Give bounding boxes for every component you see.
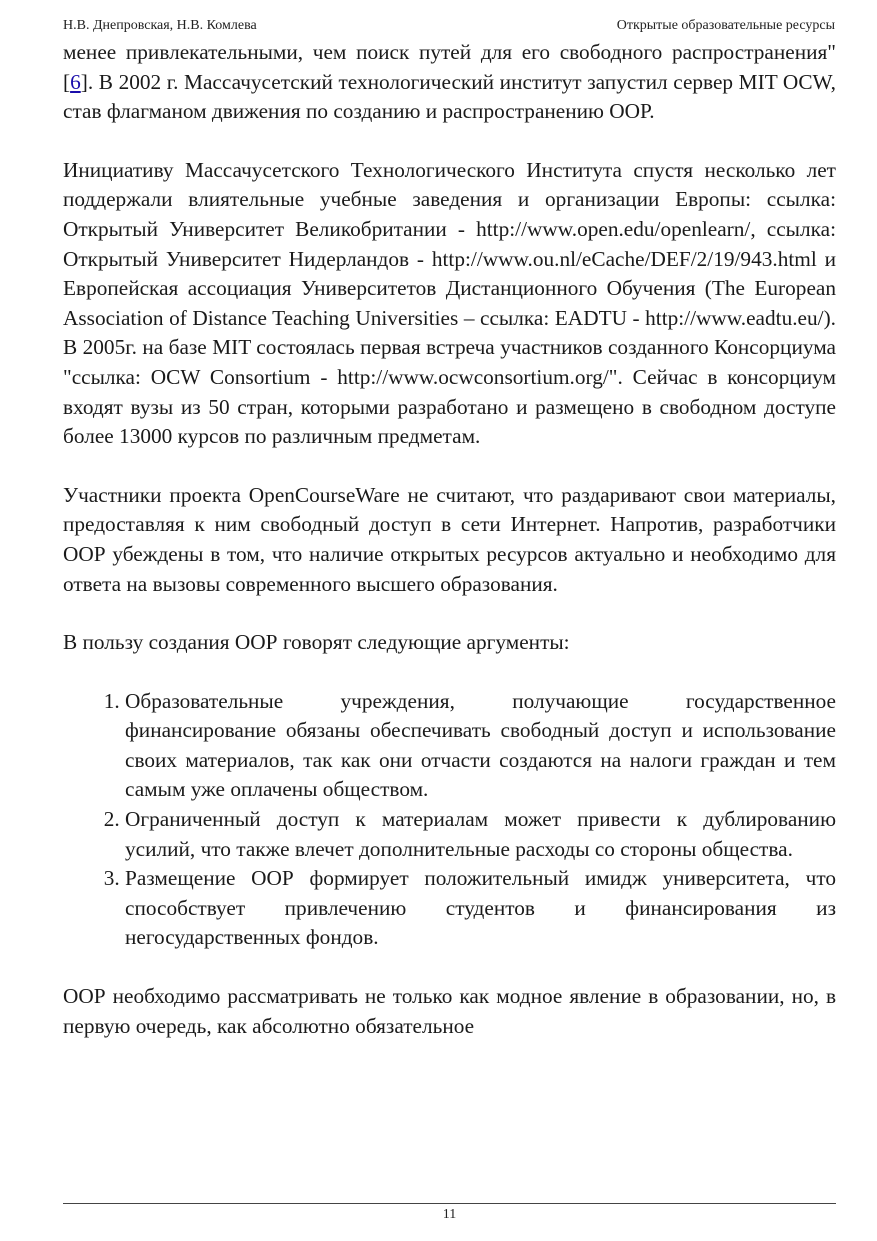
- paragraph-1-text-after: ]. В 2002 г. Массачусетский технологический институт запустил сервер MIT OCW, став флагманом движения по созданию и распространению ООР.: [63, 69, 836, 124]
- reference-link-6[interactable]: 6: [70, 69, 81, 94]
- header-title: Открытые образовательные ресурсы: [616, 18, 835, 33]
- header-authors: Н.В. Днепровская, Н.В. Комлева: [63, 18, 257, 33]
- page-number: 11: [442, 1207, 457, 1222]
- paragraph-initiative: Инициативу Массачусетского Технологического Института спустя несколько лет поддержали влиятельные учебные заведения и организации Европы: ссылка: Открытый Университет Великобритании - http://www.open.edu/openlearn/, ссылка: Открытый Университет Нидерландов - http://www.ou.nl/eCache/DEF/2/19/943.html и Европейская ассоциация Университетов Дистанционного Обучения (The European Association of Distance Teaching Universities – ссылка: EADTU - http://www.eadtu.eu/). В 2005г. на базе MIT состоялась первая встреча участников созданного Консорциума "ссылка: OCW Consortium - http://www.ocwconsortium.org/". Сейчас в консорциум входят вузы из 50 стран, которыми разработано и размещено в свободном доступе более 13000 курсов по различным предметам.: [63, 157, 836, 449]
- list-item: 2. Ограниченный доступ к материалам может привести к дублированию усилий, что также влечет дополнительные расходы со стороны общества.: [125, 805, 836, 864]
- paragraph-conclusion: ООР необходимо рассматривать не только как модное явление в образовании, но, в первую очередь, как абсолютно обязательное: [63, 984, 836, 1038]
- paragraph-arguments-intro: В пользу создания ООР говорят следующие аргументы:: [63, 630, 570, 655]
- paragraph-1-text-before: менее привлекательными, чем поиск путей для его свободного распространения" [: [63, 40, 836, 94]
- list-item: 3. Размещение ООР формирует положительный имидж университета, что способствует привлечению студентов и финансирования из негосударственных фондов.: [125, 864, 836, 953]
- arguments-list: [63, 687, 836, 953]
- paragraph-opencourseware: Участники проекта OpenCourseWare не считают, что раздаривают свои материалы, предоставляя к ним свободный доступ в сети Интернет. Напротив, разработчики ООР убеждены в том, что наличие открытых ресурсов актуально и необходимо для ответа на вызовы современного высшего образования.: [63, 482, 836, 596]
- list-item: 1. Образовательные учреждения, получающие государственное финансирование обязаны обеспечивать свободный доступ и использование своих материалов, так как они отчасти создаются на налоги граждан и тем самым уже оплачены обществом.: [125, 687, 836, 805]
- footer-divider: [63, 1203, 836, 1204]
- page-header: [63, 16, 835, 36]
- document-body: [63, 38, 836, 1041]
- paragraph-continuation: [63, 38, 836, 127]
